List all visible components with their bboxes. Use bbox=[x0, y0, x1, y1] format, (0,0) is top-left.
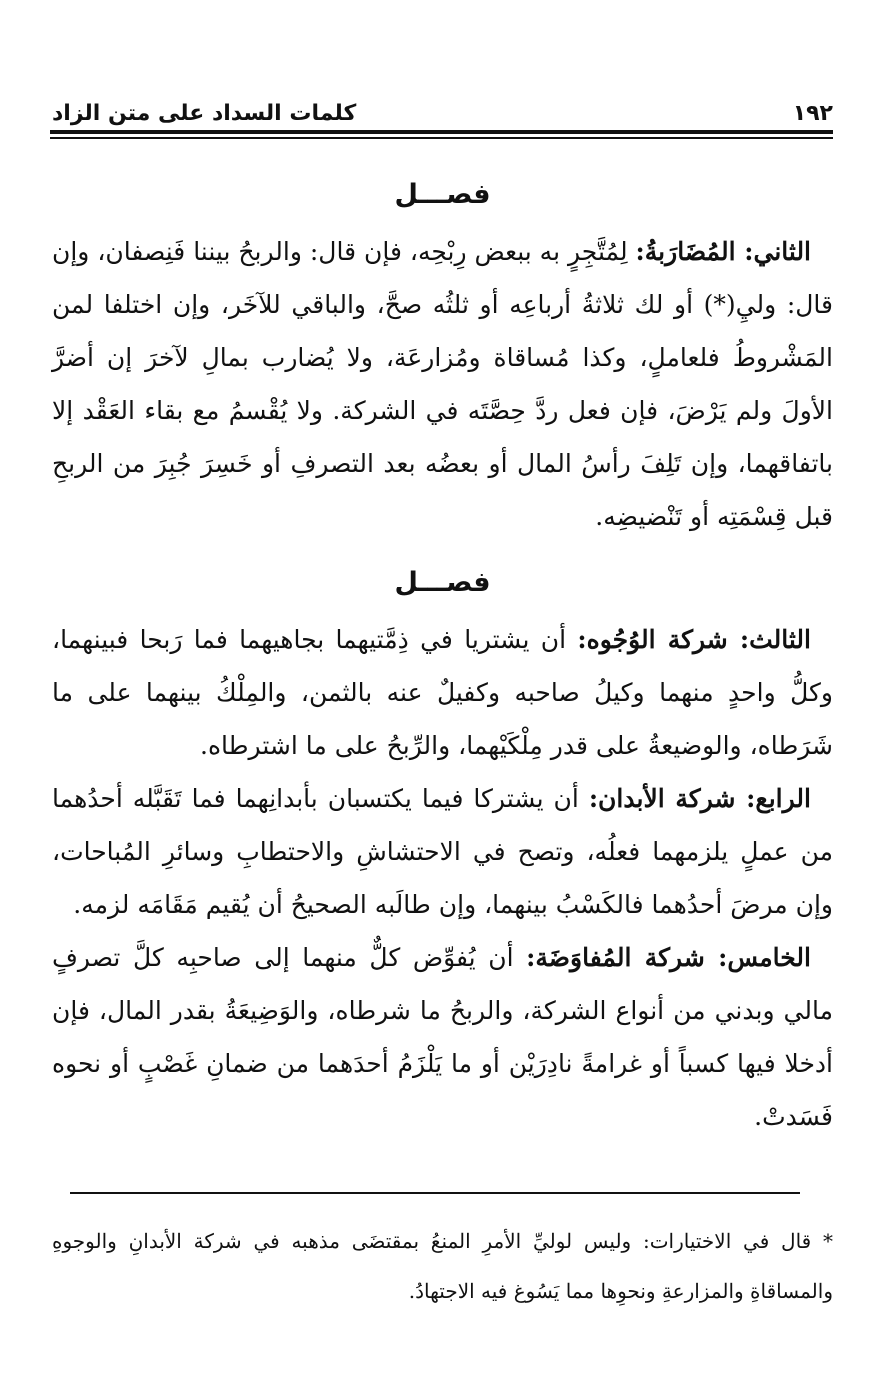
paragraph-text: أن يشتريا في ذِمَّتيهما بجاهيهما فما رَبحا فبينهما، وكلُّ واحدٍ منهما وكيلُ صاحبه وكفيلٌ عنه بالثمن، والمِلْكُ بينهما على ما شَرَطاه، والوضيعةُ على قدر مِلْكَيْهما، والرِّبحُ على ما اشترطاه. bbox=[52, 625, 833, 760]
paragraph-abdan bbox=[52, 772, 833, 931]
header-rule-thin bbox=[50, 137, 833, 139]
paragraph-lead: الثاني: المُضَارَبةُ: bbox=[635, 237, 812, 266]
main-text bbox=[52, 165, 833, 1143]
paragraph-mufawada bbox=[52, 931, 833, 1143]
running-header bbox=[52, 86, 833, 126]
header-rule-thick bbox=[50, 130, 833, 134]
running-title: كلمات السداد على متن الزاد bbox=[52, 101, 357, 126]
paragraph-text: لِمُتَّجِرٍ به ببعض رِبْحِه، فإن قال: والربحُ بيننا فَنِصفان، وإن قال: وليِ(*) أو لك ثلاثةُ أرباعِه أو ثلثُه صحَّ، والباقي للآخَر، وإن اختلفا لمن المَشْروطُ فلعاملٍ، وكذا مُساقاة ومُزارعَة، ولا يُضارب بمالِ لآخرَ إن أضرَّ الأولَ ولم يَرْضَ، فإن فعل ردَّ حِصَّتَه في الشركة. ولا يُقْسمُ مع بقاء العَقْد إلا باتفاقهما، وإن تَلِفَ رأسُ المال أو بعضُه بعد التصرفِ أو خَسِرَ جُبِرَ من الربحِ قبل قِسْمَتِه أو تَنْضيضِه. bbox=[52, 237, 833, 531]
paragraph-lead: الثالث: شركة الوُجُوه: bbox=[577, 625, 811, 654]
section-title: فصـــل bbox=[394, 567, 491, 598]
paragraph-wujuh bbox=[52, 613, 833, 772]
footnote: * قال في الاختيارات: وليس لوليِّ الأمرِ المنعُ بمقتضَى مذهبه في شركة الأبدانِ والوجوهِ والمساقاةِ والمزارعةِ ونحوِها مما يَسُوغ فيه الاجتهادُ. bbox=[52, 1229, 833, 1303]
paragraph-lead: الخامس: شركة المُفاوَضَة: bbox=[526, 943, 811, 972]
paragraph-mudaraba bbox=[52, 225, 833, 543]
footnote-rule bbox=[70, 1192, 800, 1194]
page-number: ١٩٢ bbox=[792, 101, 833, 126]
paragraph-lead: الرابع: شركة الأبدان: bbox=[588, 784, 811, 813]
paragraph-text: أن يشتركا فيما يكتسبان بأبدانِهما فما تَقَبَّله أحدُهما من عملٍ يلزمهما فعلُه، وتصح في الاحتشاشِ والاحتطابِ وسائرِ المُباحات، وإن مرضَ أحدُهما فالكَسْبُ بينهما، وإن طالَبه الصحيحُ أن يُقيم مَقَامَه لزمه. bbox=[52, 784, 833, 919]
section-title: فصـــل bbox=[394, 179, 491, 210]
paragraph-text: أن يُفوِّض كلٌّ منهما إلى صاحبِه كلَّ تصرفٍ مالي وبدني من أنواع الشركة، والربحُ ما شرطاه، والوَضِيعَةُ بقدر المال، فإن أدخلا فيها كسباً أو غرامةً نادِرَيْن أو ما يَلْزَمُ أحدَهما من ضمانِ غَصْبٍ أو نحوه فَسَدتْ. bbox=[52, 943, 833, 1131]
